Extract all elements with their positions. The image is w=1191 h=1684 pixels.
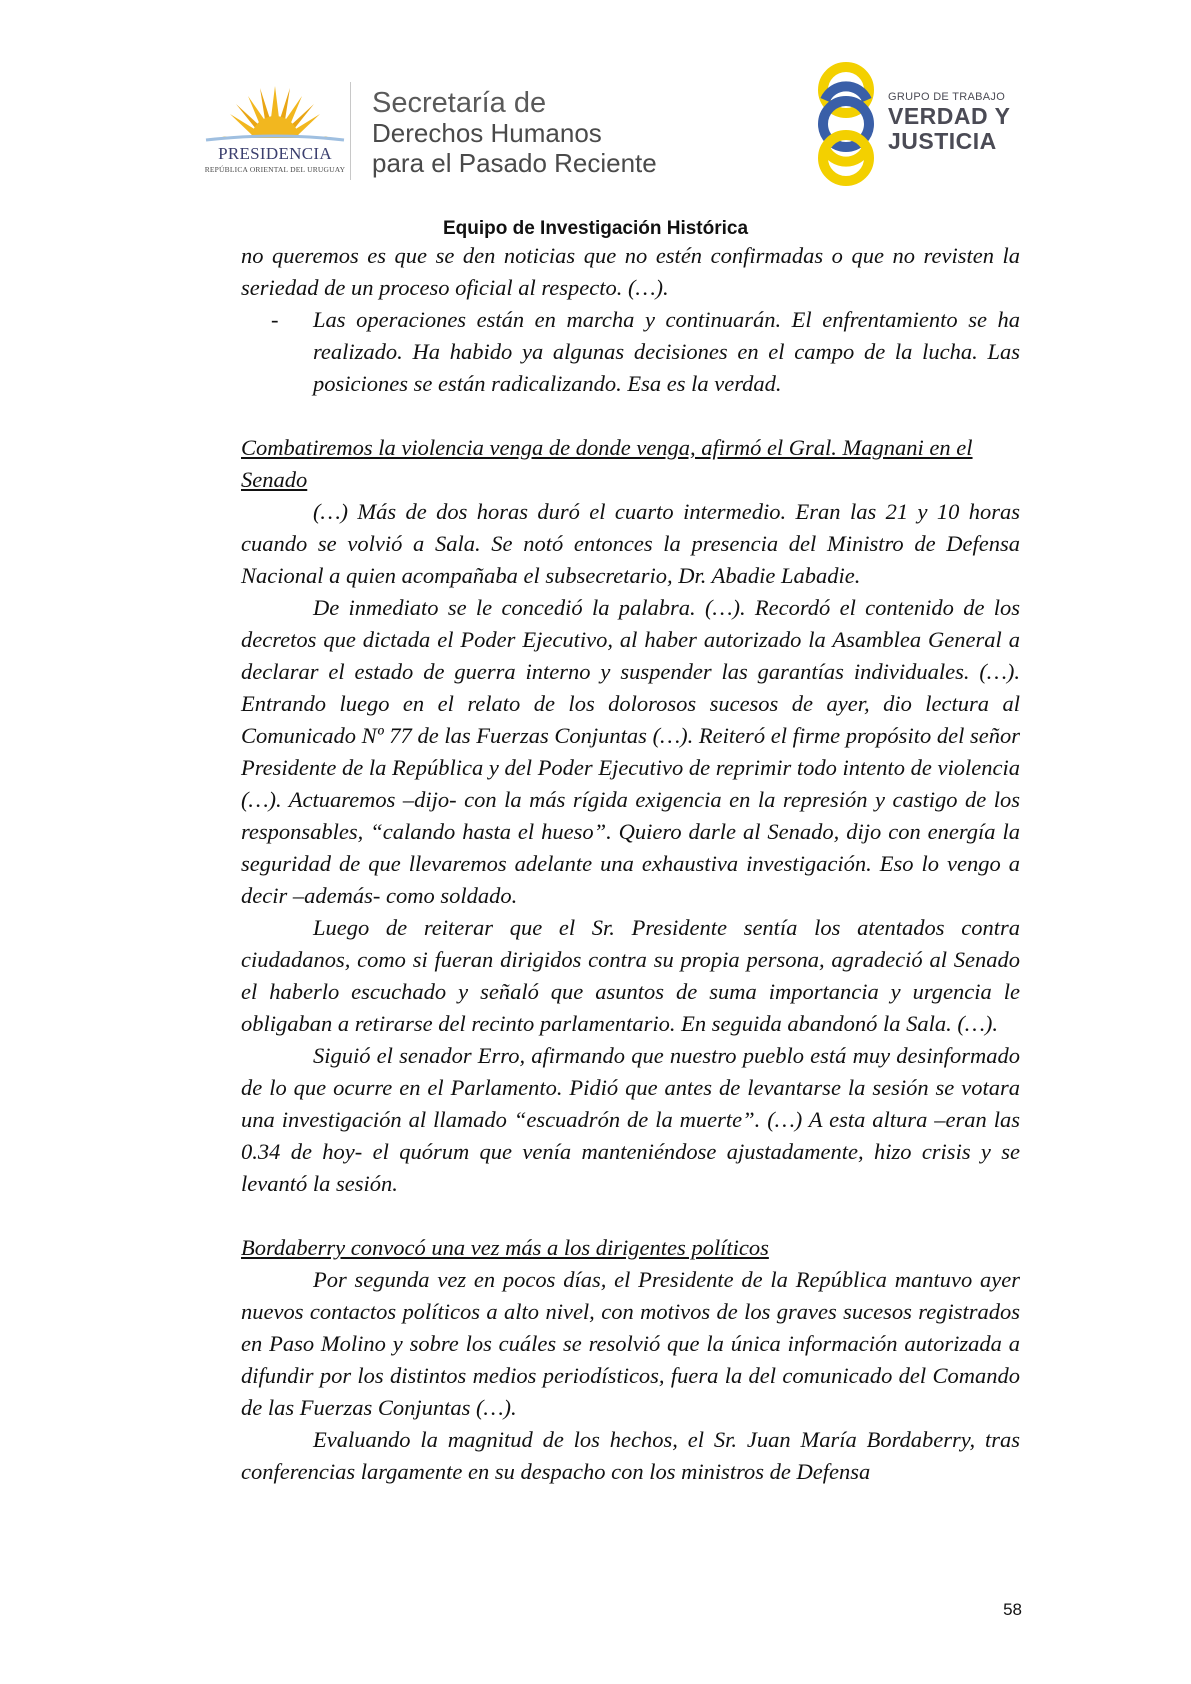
paragraph: Evaluando la magnitud de los hechos, el Sr. Juan María Bordaberry, tras conferencias largamente en su despacho con los ministros de Defensa <box>241 1427 1020 1484</box>
dash-list-item <box>241 304 1020 400</box>
team-title: Equipo de Investigación Histórica <box>442 218 749 239</box>
paragraph: Siguió el senador Erro, afirmando que nuestro pueblo está muy desinformado de lo que ocurre en el Parlamento. Pidió que antes de levantarse la sesión se votara una investigación al llamado “escuadrón de la muerte”. (…) A esta altura –eran las 0.34 de hoy- el quórum que venía manteniéndose ajustadamente, hizo crisis y se levantó la sesión. <box>241 1043 1020 1196</box>
gtvj-line-2: VERDAD Y <box>888 103 1011 129</box>
document-header <box>0 0 1191 239</box>
section-subtitle-senado: Combatiremos la violencia venga de donde venga, afirmó el Gral. Magnani en el Senado <box>241 435 973 492</box>
header-divider <box>350 82 351 180</box>
document-body <box>241 240 1020 1488</box>
blank-line <box>241 400 1020 432</box>
presidencia-name: PRESIDENCIA <box>218 144 332 163</box>
secretaria-line-3: para el Pasado Reciente <box>372 148 657 178</box>
paragraph-continued: no queremos es que se den noticias que no estén confirmadas o que no revisten la seriedad de un proceso oficial al respecto. (…). <box>241 243 1020 300</box>
dash-item-text: Las operaciones están en marcha y continuarán. El enfrentamiento se ha realizado. Ha habido ya algunas decisiones en el campo de la lucha. Las posiciones se están radicalizando. Esa es la verdad. <box>313 307 1020 396</box>
paragraph: De inmediato se le concedió la palabra. (…). Recordó el contenido de los decretos que dictada el Poder Ejecutivo, al haber autorizado la Asamblea General a declarar el estado de guerra interno y suspender las garantías individuales. (…). Entrando luego en el relato de los dolorosos sucesos de ayer, dio lectura al Comunicado Nº 77 de las Fuerzas Conjuntas (…). Reiteró el firme propósito del señor Presidente de la República y del Poder Ejecutivo de reprimir todo intento de violencia (…). Actuaremos –dijo- con la más rígida exigencia en la represión y castigo de los responsables, “calando hasta el hueso”. Quiero darle al Senado, dijo con energía la seguridad de que llevaremos adelante una exhaustiva investigación. Eso lo vengo a decir –además- como soldado. <box>241 595 1020 908</box>
secretaria-title <box>372 88 657 178</box>
section-subtitle-bordaberry: Bordaberry convocó una vez más a los dirigentes políticos <box>241 1235 769 1260</box>
paragraph: (…) Más de dos horas duró el cuarto intermedio. Eran las 21 y 10 horas cuando se volvió a Sala. Se notó entonces la presencia del Ministro de Defensa Nacional a quien acompañaba el subsecretario, Dr. Abadie Labadie. <box>241 499 1020 588</box>
gtvj-line-1: GRUPO DE TRABAJO <box>888 91 1006 103</box>
dash-bullet: - <box>271 307 279 332</box>
paragraph: Luego de reiterar que el Sr. Presidente sentía los atentados contra ciudadanos, como si fueran dirigidos contra su propia persona, agradeció al Senado el haberlo escuchado y señaló que asuntos de suma importancia y urgencia le obligaban a retirarse del recinto parlamentario. En seguida abandonó la Sala. (…). <box>241 915 1020 1036</box>
gtvj-line-3: JUSTICIA <box>888 128 997 154</box>
paragraph: Por segunda vez en pocos días, el Presidente de la República mantuvo ayer nuevos contactos políticos a alto nivel, con motivos de los graves sucesos registrados en Paso Molino y sobre los cuáles se resolvió que la única información autorizada a difundir por los distintos medios periodísticos, fuera la del comunicado del Comando de las Fuerzas Conjuntas (…). <box>241 1267 1020 1420</box>
page-number: 58 <box>1003 1600 1022 1619</box>
presidencia-subtitle: REPÚBLICA ORIENTAL DEL URUGUAY <box>204 165 346 174</box>
verdad-justicia-title <box>888 90 1010 154</box>
secretaria-line-2: Derechos Humanos <box>372 118 602 148</box>
blank-line <box>241 1200 1020 1232</box>
verdad-justicia-rings-logo <box>806 60 886 188</box>
secretaria-line-1: Secretaría de <box>372 87 547 119</box>
